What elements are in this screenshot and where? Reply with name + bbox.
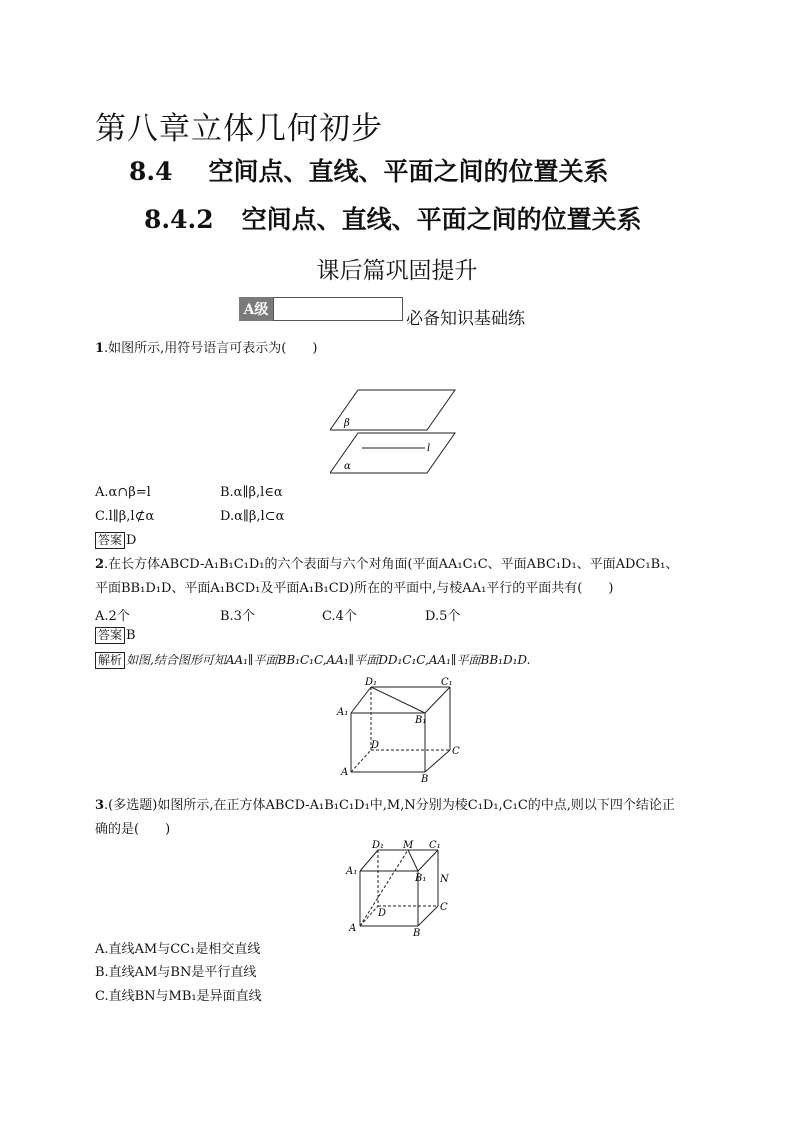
q1-option-b: B.α∥β,l∈α (220, 485, 283, 500)
label-N: N (440, 874, 449, 885)
label-A: A (349, 923, 357, 934)
label-D1: D₁ (372, 840, 385, 851)
label-A1: A₁ (346, 866, 358, 877)
label-B1: B₁ (415, 873, 427, 884)
after-class-heading: 课后篇巩固提升 (316, 258, 478, 284)
subsection-number: 8.4.2 (144, 205, 214, 234)
answer-tag: 答案 (95, 627, 125, 644)
level-label: 必备知识基础练 (406, 308, 525, 329)
label-l: l (427, 443, 431, 454)
q2-number: 2 (95, 557, 105, 572)
q2-analysis-text: 如图,结合图形可知AA₁∥平面BB₁C₁C,AA₁∥平面DD₁C₁C,AA₁∥平面BB₁D₁D. (126, 653, 531, 667)
q3-stem-line1 (95, 794, 675, 818)
label-B: B (421, 774, 429, 785)
label-alpha: α (344, 461, 351, 472)
q2-answer (95, 624, 136, 648)
q3-number: 3 (95, 798, 105, 813)
q1-answer-value: D (126, 533, 137, 548)
label-C: C (452, 746, 460, 757)
level-badge: A级 (239, 297, 273, 321)
section-number: 8.4 (129, 157, 173, 186)
label-D1: D₁ (365, 677, 378, 688)
label-B: B (413, 928, 421, 938)
analysis-tag: 解析 (95, 652, 125, 669)
q1-figure (330, 385, 460, 475)
level-box (273, 297, 403, 321)
label-D: D (378, 908, 387, 919)
q1-option-c: C.l∥β,l⊄α (95, 509, 155, 524)
q3-stem-line2: 确的是( ) (95, 822, 171, 837)
q2-stem-text1: .在长方体ABCD-A₁B₁C₁D₁的六个表面与六个对角面(平面AA₁C₁C、平面ABC₁D₁、平面ADC₁B₁、 (104, 557, 679, 572)
q1-option-a: A.α∩β=l (95, 485, 151, 500)
q2-figure (335, 675, 465, 785)
label-A1: A₁ (337, 707, 349, 718)
q2-option-c: C.4个 (322, 609, 357, 624)
label-beta: β (344, 418, 350, 429)
q2-option-a: A.2个 (95, 609, 130, 624)
subsection-title-text: 空间点、直线、平面之间的位置关系 (241, 205, 642, 234)
q3-stem-text1: .(多选题)如图所示,在正方体ABCD-A₁B₁C₁D₁中,M,N分别为棱C₁D₁,C₁C的中点,则以下四个结论正 (104, 798, 675, 813)
label-D: D (371, 740, 380, 751)
label-A: A (341, 767, 349, 778)
q1-stem (95, 337, 317, 361)
chapter-title: 第八章立体几何初步 (95, 111, 383, 147)
q1-stem-text: .如图所示,用符号语言可表示为( ) (104, 341, 318, 356)
q2-answer-value: B (126, 628, 136, 643)
label-C1: C₁ (429, 840, 441, 851)
q3-option-c: C.直线BN与MB₁是异面直线 (95, 989, 262, 1004)
answer-tag: 答案 (95, 532, 125, 549)
level-banner (239, 296, 525, 329)
q1-number: 1 (95, 341, 105, 356)
q1-answer (95, 529, 136, 553)
q2-option-d: D.5个 (425, 609, 461, 624)
section-title-text: 空间点、直线、平面之间的位置关系 (208, 157, 609, 186)
q3-figure (343, 838, 458, 938)
q2-analysis (95, 648, 530, 673)
q3-option-b: B.直线AM与BN是平行直线 (95, 965, 257, 980)
subsection-title (144, 200, 642, 236)
q2-option-b: B.3个 (220, 609, 255, 624)
section-title (129, 152, 609, 188)
label-C1: C₁ (441, 677, 453, 688)
label-M: M (403, 840, 414, 851)
q2-stem-line1 (95, 553, 678, 577)
label-C: C (440, 902, 448, 913)
q3-option-a: A.直线AM与CC₁是相交直线 (95, 942, 261, 957)
label-B1: B₁ (415, 715, 427, 726)
q2-stem-line2: 平面BB₁D₁D、平面A₁BCD₁及平面A₁B₁CD)所在的平面中,与棱AA₁平行的平面共有( ) (95, 581, 614, 596)
q1-option-d: D.α∥β,l⊂α (220, 509, 285, 524)
